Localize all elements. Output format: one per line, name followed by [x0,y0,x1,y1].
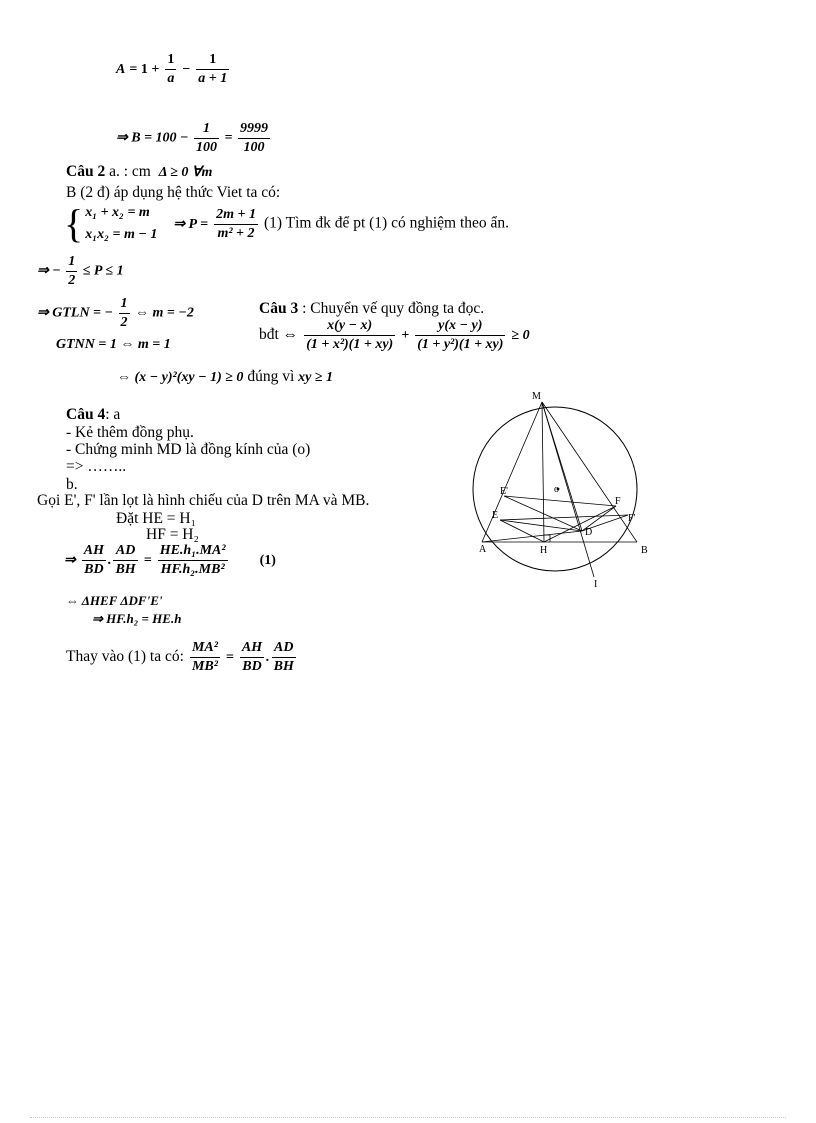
cau3-equiv-line [117,368,333,386]
eq1-frac3 [158,543,228,578]
cau4-line1: - Kẻ thêm đồng phụ. [66,424,194,441]
segment-ep-f [504,496,616,506]
eq-a-minus: − [182,62,191,78]
p-range-right: ≤ P ≤ 1 [82,263,124,279]
eq-a-frac1-num: 1 [165,52,176,70]
eq1-f2-den: BH [115,562,136,577]
eq-a-frac1-den: a [167,71,175,86]
eq1-arrow: ⇒ [64,553,76,569]
eq-a-lhs: A [116,62,126,78]
gtln-den: 2 [120,315,128,330]
eq2-f3-num: AD [272,640,296,658]
eq2-f3-den: BH [273,659,294,674]
cau2-cond: Δ ≥ 0 ∀m [158,165,213,180]
cau3-plus: + [401,328,410,344]
segment-ad [482,531,582,542]
label-e: E [492,510,499,521]
eq-a-frac2-num: 1 [196,52,229,70]
label-m: M [532,391,541,402]
eq2-thay: Thay vào (1) ta có: [66,648,184,666]
segment-e-fp [500,515,628,520]
cau3-frac1-num: x(y − x) [304,318,395,336]
eq-b-lhs: ⇒ B = 100 − [116,130,189,146]
eq-b-frac2 [238,121,270,156]
cau3-frac2-den: (1 + y²)(1 + xy) [417,337,504,352]
cau4-label: Câu 4 [66,406,106,423]
gtln [37,296,194,331]
gtln-num: 1 [119,296,130,314]
eq1-tag: (1) [259,553,276,569]
segment-ma [482,402,542,542]
viet-product: x₁x₂ = m − 1 [85,227,158,242]
cau4-eq1: ⇒ $\frac{AH}{BD}$ . $\frac{AD}{BH}$ = $\frac{\text{HE.h₁.MA²}}{\text{HF.h₂.MB²}}$ (1) [64,543,276,577]
eq1-f1-den: BD [84,562,104,577]
p-range-frac [66,254,77,289]
eq-a-frac2-den: a + 1 [198,71,228,86]
cau4-b: b. [66,476,78,493]
eq-b-frac1-num: 1 [194,121,219,139]
page-bottom-divider [30,1117,786,1118]
p-frac [214,207,258,242]
cau4-goi: Gọi E', F' lần lọt là hình chiếu của D trên MA và MB. [37,492,370,509]
label-b: B [641,545,648,556]
eq1-f3-num: HE.h₁.MA² [158,543,228,561]
label-f: F [615,496,621,507]
cau4-line3: => …….. [66,458,127,475]
eq2-frac2 [240,640,264,675]
eq-b-frac2-num: 9999 [238,121,270,139]
cau4-dat2: HF = H₂ [146,526,199,543]
right-angle-mark [544,535,550,542]
cau3-tail: ≥ 0 [511,328,530,344]
cau2-line-a [66,163,212,181]
eq2-f1-den: MB² [191,659,218,674]
p-frac-num: 2m + 1 [214,207,258,225]
cau3-label: Câu 3 [259,300,299,317]
segment-mb [542,402,637,542]
eq1-f2-num: AD [113,543,137,561]
cau4-impl: ⇒ HF.h₂ = HE.h [92,611,182,626]
eq-a-frac1 [165,52,176,87]
viet-system [85,202,157,246]
eq-a-frac2 [196,52,229,87]
cau2-label: Câu 2 [66,163,106,180]
eq-b-frac1-den: 100 [196,140,218,155]
cau2-part-b: B (2 đ) áp dụng hệ thức Viet ta có: [66,184,281,201]
p-lhs: ⇒ P = [173,216,209,232]
eq2-f2-den: BD [242,659,262,674]
eq1-f1-num: AH [82,543,106,561]
cau3-inequality [259,318,530,353]
eq1-frac2 [113,543,137,578]
equation-b [116,121,272,156]
eq1-f3-den: HF.h₂.MB² [160,562,225,577]
eq-a-mid: = 1 + [129,62,160,78]
label-a: A [479,544,487,555]
label-i: I [594,579,598,590]
cau3-cond: xy ≥ 1 [298,370,334,385]
p-range-den: 2 [68,273,76,288]
cau4-line2: - Chứng minh MD là đồng kính của (o) [66,441,311,458]
cau3-reason: đúng vì [243,368,299,385]
label-h: H [540,545,548,556]
cau3-title [259,300,484,318]
eq1-frac1 [82,543,106,578]
left-brace: { [64,201,84,246]
cau4-dat1: Đặt HE = H₁ [116,510,197,527]
cau3-frac1-den: (1 + x²)(1 + xy) [306,337,394,352]
gtln-right: ⇔ m = −2 [135,305,194,321]
cau3-frac2-num: y(x − y) [415,318,505,336]
label-o: o [554,484,559,495]
cau3-frac2 [415,318,505,353]
p-range-left: ⇒ − [37,263,61,279]
p-tail: (1) Tìm đk để pt (1) có nghiệm theo ẩn. [263,214,510,232]
cau3-text: : Chuyển vế quy đồng ta đọc. [298,300,485,317]
gtnn: GTNN = 1 ⇔ m = 1 [56,337,171,352]
equation-a [116,52,231,87]
eq2-f2-num: AH [240,640,264,658]
cau4-sim: ⇔ ΔHEF ΔDF'E' [66,593,163,608]
eq-b-frac1 [194,121,219,156]
segment-md [542,402,582,531]
label-e1: E' [500,486,508,497]
p-frac-den: m² + 2 [217,225,255,241]
segment-mh [542,402,544,542]
eq2-frac1 [190,640,220,675]
cau4-title [66,406,120,424]
eq2-f1-num: MA² [190,640,220,658]
cau3-equiv: ⇔ (x − y)²(xy − 1) ≥ 0 [117,370,244,385]
cau2-part-a: a. : cm [105,163,151,180]
eq-b-eq: = [224,130,233,146]
segment-h-f [544,506,616,542]
cau4-eq2: Thay vào (1) ta có: $\frac{\text{MA²}}{\text{MB²}}$ = $\frac{AH}{BD}$ . $\frac{AD}{BH}$ [66,640,294,674]
cau2-system-row [64,202,509,246]
p-range-num: 1 [66,254,77,272]
gtln-left: ⇒ GTLN = − [37,305,114,321]
label-d: D [585,527,593,538]
gtln-frac [119,296,130,331]
label-f1: F' [628,513,636,524]
cau4-a: : a [105,406,121,423]
eq-b-frac2-den: 100 [243,140,265,155]
eq2-frac3 [272,640,296,675]
cau3-frac1 [304,318,395,353]
cau3-bdt: bđt ⇔ [259,326,299,344]
p-range [37,254,124,289]
geometry-figure [470,385,660,595]
viet-sum: x₁ + x₂ = m [85,205,150,220]
